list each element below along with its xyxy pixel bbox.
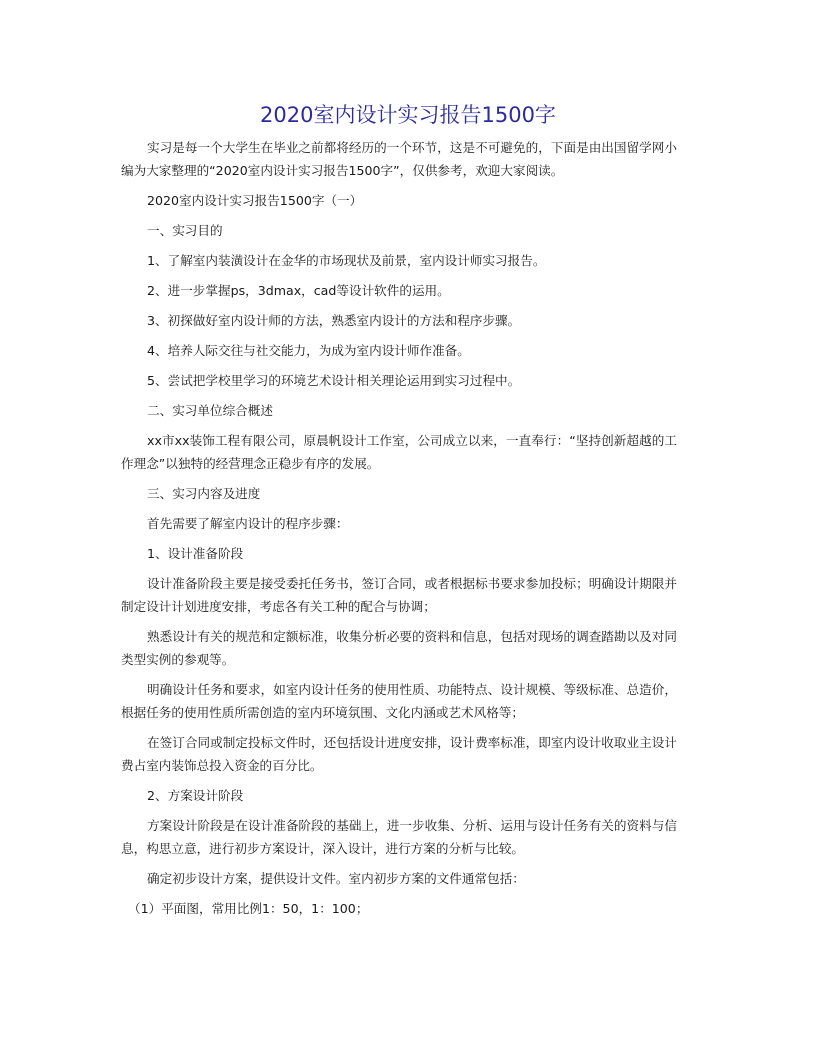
document-body [121,136,677,927]
paragraph: 熟悉设计有关的规范和定额标准，收集分析必要的资料和信息，包括对现场的调查踏勘以及对同类型实例的参观等。 [121,629,677,667]
list-item: 2、进一步掌握ps，3dmax，cad等设计软件的运用。 [147,283,450,298]
list-item: 3、初探做好室内设计师的方法，熟悉室内设计的方法和程序步骤。 [147,313,521,328]
paragraph: 在签订合同或制定投标文件时，还包括设计进度安排，设计费率标准，即室内设计收取业主设计费占室内装饰总投入资金的百分比。 [121,735,677,773]
heading-internship-purpose: 一、实习目的 [147,223,223,238]
paragraph: 方案设计阶段是在设计准备阶段的基础上，进一步收集、分析、运用与设计任务有关的资料与信息，构思立意，进行初步方案设计，深入设计，进行方案的分析与比较。 [121,818,677,856]
heading-internship-content: 三、实习内容及进度 [147,486,261,501]
paragraph-intro: 实习是每一个大学生在毕业之前都将经历的一个环节，这是不可避免的，下面是由出国留学网小编为大家整理的“2020室内设计实习报告1500字”，仅供参考，欢迎大家阅读。 [121,140,677,178]
subheading-design-preparation: 1、设计准备阶段 [147,546,244,561]
list-item: 5、尝试把学校里学习的环境艺术设计相关理论运用到实习过程中。 [147,373,521,388]
paragraph: 确定初步设计方案，提供设计文件。室内初步方案的文件通常包括： [147,871,525,886]
paragraph: 首先需要了解室内设计的程序步骤： [147,516,349,531]
paragraph: 明确设计任务和要求，如室内设计任务的使用性质、功能特点、设计规模、等级标准、总造价，根据任务的使用性质所需创造的室内环境氛围、文化内涵或艺术风格等； [121,682,677,720]
document-title: 2020室内设计实习报告1500字 [260,103,556,127]
subheading-scheme-design: 2、方案设计阶段 [147,788,244,803]
paragraph-company: xx市xx装饰工程有限公司，原晨帆设计工作室，公司成立以来，一直奉行：“坚持创新超越的工作理念”以独特的经营理念正稳步有序的发展。 [121,433,677,471]
paragraph: 设计准备阶段主要是接受委托任务书，签订合同，或者根据标书要求参加投标；明确设计期限并制定设计计划进度安排，考虑各有关工种的配合与协调； [121,576,677,614]
list-item: 4、培养人际交往与社交能力，为成为室内设计师作准备。 [147,343,470,358]
section-heading-report-one: 2020室内设计实习报告1500字（一） [147,193,363,208]
heading-company-overview: 二、实习单位综合概述 [147,403,273,418]
list-item: （1）平面图，常用比例1：50，1：100； [128,901,369,916]
list-item: 1、了解室内装潢设计在金华的市场现状及前景，室内设计师实习报告。 [147,253,546,268]
